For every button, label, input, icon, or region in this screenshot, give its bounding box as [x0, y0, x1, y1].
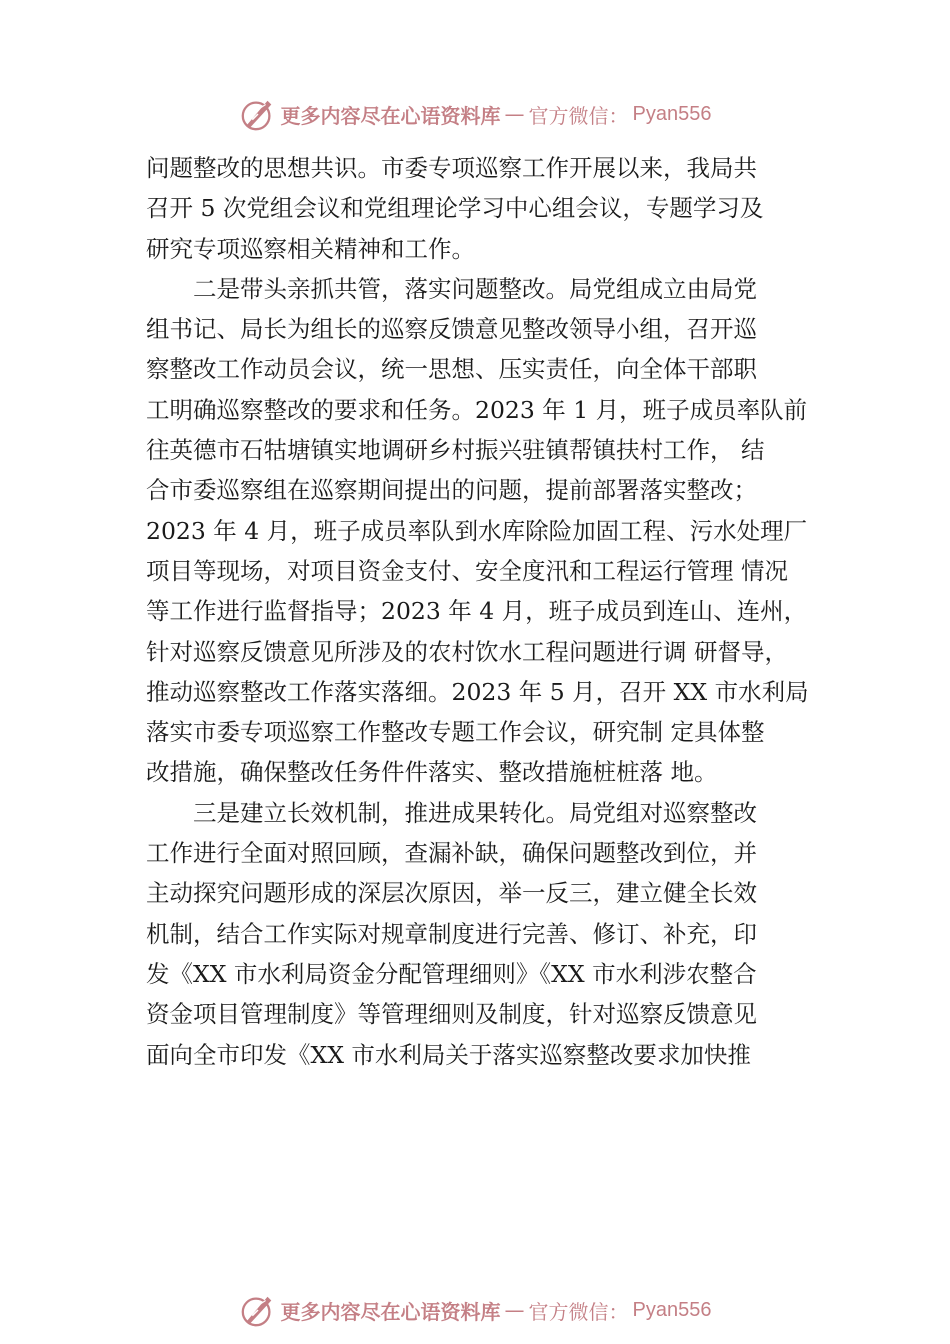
header-watermark [0, 94, 950, 134]
body-line: 主动探究问题形成的深层次原因，举一反三，建立健全长效 [146, 879, 757, 908]
body-line: 问题整改的思想共识。市委专项巡察工作开展以来，我局共 [146, 154, 757, 182]
watermark-separator: — [504, 1298, 525, 1322]
body-line: 推动巡察整改工作落实落细。2023 年 5 月，召开 XX 市水利局 [146, 677, 809, 706]
body-line: 资金项目管理制度》等管理细则及制度，针对巡察反馈意见 [146, 1000, 757, 1029]
body-line: 发《XX 市水利局资金分配管理细则》《XX 市水利涉农整合 [146, 959, 757, 988]
body-line: 召开 5 次党组会议和党组理论学习中心组会议，专题学习及 [146, 194, 764, 223]
watermark-contact-label: 官方微信： [528, 1299, 629, 1324]
body-line: 组书记、局长为组长的巡察反馈意见整改领导小组，召开巡 [146, 315, 757, 344]
paragraph-start-line: 三是建立长效机制，推进成果转化。局党组对巡察整改 [193, 798, 757, 827]
watermark-site-text: 更多内容尽在心语资料库 [280, 1299, 501, 1324]
quill-pen-logo-icon [239, 95, 277, 133]
watermark-contact-label: 官方微信： [528, 103, 629, 128]
body-line: 2023 年 4 月，班子成员率队到水库除险加固工程、污水处理厂 [146, 516, 808, 545]
body-line: 合市委巡察组在巡察期间提出的问题，提前部署落实整改； [146, 476, 757, 505]
watermark-contact-id: Pyan556 [632, 1298, 712, 1321]
body-line: 等工作进行监督指导；2023 年 4 月，班子成员到连山、连州， [146, 597, 808, 626]
watermark-contact-id: Pyan556 [632, 102, 712, 125]
body-line: 工作进行全面对照回顾，查漏补缺，确保问题整改到位，并 [146, 839, 757, 868]
body-line: 面向全市印发《XX 市水利局关于落实巡察整改要求加快推 [146, 1040, 751, 1069]
body-line: 工明确巡察整改的要求和任务。2023 年 1 月，班子成员率队前 [146, 395, 808, 424]
watermark-site-text: 更多内容尽在心语资料库 [280, 103, 501, 128]
watermark-separator: — [504, 102, 525, 126]
body-line: 往英德市石牯塘镇实地调研乡村振兴驻镇帮镇扶村工作， 结 [146, 436, 765, 465]
document-body [146, 148, 836, 1075]
body-line: 机制，结合工作实际对规章制度进行完善、修订、补充，印 [146, 919, 757, 948]
body-line: 察整改工作动员会议，统一思想、压实责任，向全体干部职 [146, 355, 757, 384]
footer-watermark [0, 1290, 950, 1330]
body-line: 针对巡察反馈意见所涉及的农村饮水工程问题进行调 研督导， [146, 637, 788, 666]
body-line: 落实市委专项巡察工作整改专题工作会议，研究制 定具体整 [146, 718, 765, 747]
body-line: 研究专项巡察相关精神和工作。 [146, 234, 475, 263]
body-line: 改措施，确保整改任务件件落实、整改措施桩桩落 地。 [146, 758, 718, 787]
quill-pen-logo-icon [239, 1291, 277, 1329]
paragraph-start-line: 二是带头亲抓共管，落实问题整改。局党组成立由局党 [193, 274, 757, 303]
body-line: 项目等现场，对项目资金支付、安全度汛和工程运行管理 情况 [146, 556, 788, 585]
